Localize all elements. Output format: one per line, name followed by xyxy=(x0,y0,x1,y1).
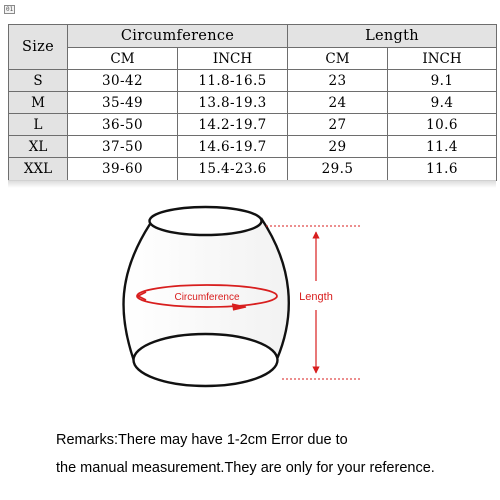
len-inch-cell: 11.6 xyxy=(388,158,497,181)
table-shadow xyxy=(8,180,496,188)
circumference-inch-header: INCH xyxy=(178,48,288,70)
len-inch-cell: 9.4 xyxy=(388,92,497,114)
len-cm-cell: 24 xyxy=(288,92,388,114)
size-cell: XL xyxy=(9,136,68,158)
circumference-label: Circumference xyxy=(174,292,240,303)
size-cell: XXL xyxy=(9,158,68,181)
len-cm-cell: 29.5 xyxy=(288,158,388,181)
circumference-header: Circumference xyxy=(68,25,288,48)
circ-cm-cell: 30-42 xyxy=(68,70,178,92)
table-row xyxy=(9,158,497,181)
len-inch-cell: 9.1 xyxy=(388,70,497,92)
corner-tag: 01 xyxy=(6,6,14,13)
len-cm-cell: 27 xyxy=(288,114,388,136)
size-cell: M xyxy=(9,92,68,114)
circumference-cm-header: CM xyxy=(68,48,178,70)
size-chart-table xyxy=(8,24,497,181)
circ-inch-cell: 13.8-19.3 xyxy=(178,92,288,114)
len-cm-cell: 29 xyxy=(288,136,388,158)
circ-cm-cell: 35-49 xyxy=(68,92,178,114)
table-row xyxy=(9,136,497,158)
size-cell: S xyxy=(9,70,68,92)
circ-cm-cell: 36-50 xyxy=(68,114,178,136)
table-row xyxy=(9,114,497,136)
circ-cm-cell: 39-60 xyxy=(68,158,178,181)
length-inch-header: INCH xyxy=(388,48,497,70)
remarks-line-2: the manual measurement.They are only for your reference. xyxy=(56,460,435,476)
len-inch-cell: 11.4 xyxy=(388,136,497,158)
circ-inch-cell: 14.2-19.7 xyxy=(178,114,288,136)
remarks xyxy=(56,426,496,482)
circ-cm-cell: 37-50 xyxy=(68,136,178,158)
length-header: Length xyxy=(288,25,497,48)
circ-inch-cell: 15.4-23.6 xyxy=(178,158,288,181)
size-header: Size xyxy=(9,25,68,70)
remarks-line-1: Remarks:There may have 1-2cm Error due to xyxy=(56,432,348,448)
size-cell: L xyxy=(9,114,68,136)
table-row xyxy=(9,92,497,114)
measurement-diagram xyxy=(0,196,500,396)
circ-inch-cell: 14.6-19.7 xyxy=(178,136,288,158)
length-cm-header: CM xyxy=(288,48,388,70)
len-cm-cell: 23 xyxy=(288,70,388,92)
length-label: Length xyxy=(299,291,333,303)
len-inch-cell: 10.6 xyxy=(388,114,497,136)
circ-inch-cell: 11.8-16.5 xyxy=(178,70,288,92)
table-row xyxy=(9,70,497,92)
